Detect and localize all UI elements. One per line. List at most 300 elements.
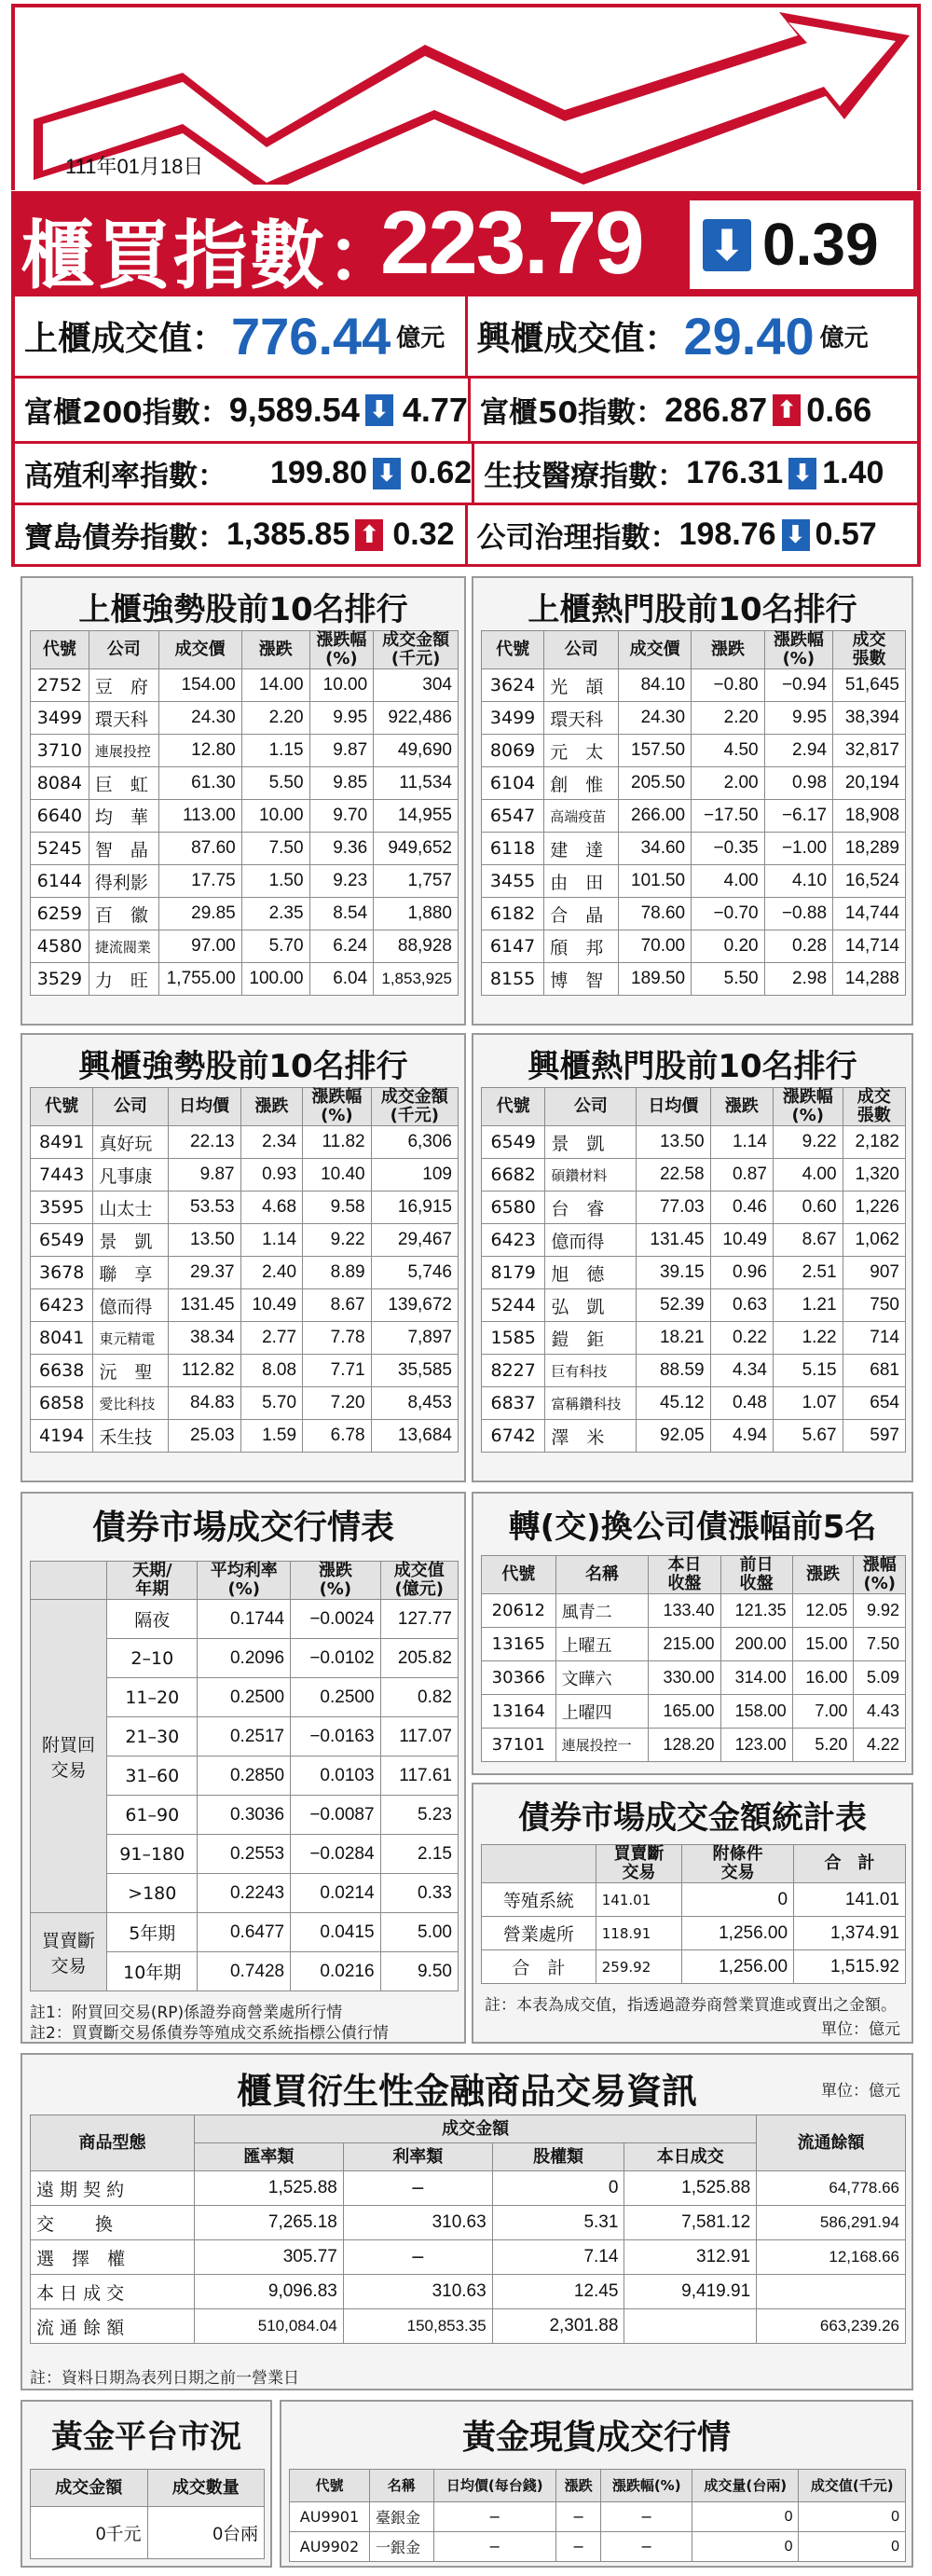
table-cell: 158.00 bbox=[720, 1695, 792, 1729]
table-cell: AU9901 bbox=[290, 2502, 370, 2532]
table-cell: 14.00 bbox=[241, 669, 309, 702]
table-cell: 8,453 bbox=[371, 1387, 458, 1420]
table-cell: 205.82 bbox=[380, 1639, 458, 1678]
column-header: 漲跌 bbox=[792, 1556, 854, 1594]
table-cell: 0.63 bbox=[710, 1289, 773, 1322]
table-cell: 隔夜 bbox=[107, 1600, 198, 1639]
table-row bbox=[31, 1322, 459, 1355]
table-cell: 0.2096 bbox=[198, 1639, 291, 1678]
table-row bbox=[31, 1192, 459, 1224]
table-cell: 6423 bbox=[31, 1289, 93, 1322]
arrow-up-icon: ⬆ bbox=[773, 394, 801, 426]
table-cell: 2.20 bbox=[241, 702, 309, 735]
table-cell: 0.28 bbox=[764, 930, 832, 963]
table-cell: 16.00 bbox=[792, 1661, 854, 1695]
table-cell: 5.50 bbox=[692, 963, 765, 996]
table-cell: 得利影 bbox=[89, 865, 158, 898]
index-cell bbox=[468, 379, 917, 441]
table-cell: 1.07 bbox=[773, 1387, 843, 1420]
index-change: 0.57 bbox=[815, 517, 877, 552]
table-cell: 7.14 bbox=[492, 2240, 624, 2275]
table-cell: 7.00 bbox=[792, 1695, 854, 1729]
table-cell: 312.91 bbox=[624, 2240, 757, 2275]
table-cell: 0.2500 bbox=[291, 1678, 380, 1717]
table-cell: 6858 bbox=[31, 1387, 93, 1420]
table-cell: 6640 bbox=[31, 800, 89, 833]
em-strong-panel bbox=[21, 1033, 466, 1482]
table-cell: 3710 bbox=[31, 735, 89, 767]
table-cell: 3678 bbox=[31, 1257, 93, 1289]
table-cell: 10.49 bbox=[240, 1289, 302, 1322]
table-cell: 18,289 bbox=[833, 833, 906, 865]
table-row bbox=[31, 1420, 459, 1453]
index-change: 1.40 bbox=[822, 455, 884, 490]
column-header: 成交值 (億元) bbox=[380, 1562, 458, 1600]
table-cell: 25.03 bbox=[168, 1420, 240, 1453]
table-row bbox=[482, 963, 906, 996]
table-cell: 2,301.88 bbox=[492, 2309, 624, 2344]
column-header: 平均利率 (%) bbox=[198, 1562, 291, 1600]
index-value: 199.80 bbox=[270, 455, 367, 490]
table-cell: 13.50 bbox=[168, 1224, 240, 1257]
table-row bbox=[290, 2532, 906, 2562]
table-cell: 0.93 bbox=[240, 1159, 302, 1192]
table-cell: 12.80 bbox=[158, 735, 241, 767]
table-row bbox=[31, 2206, 906, 2240]
bond-stats-unit: 單位：億元 bbox=[821, 2020, 900, 2039]
bond-market-panel bbox=[21, 1492, 466, 2044]
table-cell: 31–60 bbox=[107, 1756, 198, 1796]
column-header: 名稱 bbox=[555, 1556, 649, 1594]
table-row bbox=[31, 2171, 906, 2206]
otc-hot-panel bbox=[472, 576, 913, 1026]
table-cell: 上曜四 bbox=[555, 1695, 649, 1729]
column-header: 流通餘額 bbox=[757, 2115, 906, 2171]
table-row bbox=[482, 1695, 906, 1729]
table-cell: 1,320 bbox=[843, 1159, 905, 1192]
table-cell: 力 旺 bbox=[89, 963, 158, 996]
table-cell: 12.05 bbox=[792, 1594, 854, 1628]
index-change: 0.66 bbox=[806, 390, 872, 429]
table-cell: 0.0103 bbox=[291, 1756, 380, 1796]
table-cell: −0.0087 bbox=[291, 1796, 380, 1835]
table-cell: 選 擇 權 bbox=[31, 2240, 195, 2275]
table-cell: 13,684 bbox=[371, 1420, 458, 1453]
table-cell: 交 換 bbox=[31, 2206, 195, 2240]
table-cell: − bbox=[343, 2240, 492, 2275]
table-row bbox=[482, 1224, 906, 1257]
table-cell: 0.2500 bbox=[198, 1678, 291, 1717]
table-cell: 52.39 bbox=[637, 1289, 710, 1322]
table-cell: − bbox=[433, 2502, 555, 2532]
arrow-down-icon: ⬇ bbox=[788, 458, 816, 489]
table-cell: 4.68 bbox=[240, 1192, 302, 1224]
table-row bbox=[482, 1322, 906, 1355]
table-row bbox=[31, 1913, 459, 1952]
table-cell: 4580 bbox=[31, 930, 89, 963]
table-cell: 9.22 bbox=[773, 1126, 843, 1159]
table-cell: 2.15 bbox=[380, 1835, 458, 1874]
table-cell: 0 bbox=[492, 2171, 624, 2206]
table-cell: 1,226 bbox=[843, 1192, 905, 1224]
table-cell: 0.6477 bbox=[198, 1913, 291, 1952]
table-cell: 189.50 bbox=[619, 963, 692, 996]
table-cell: AU9902 bbox=[290, 2532, 370, 2562]
derivatives-table bbox=[30, 2115, 906, 2344]
table-cell: 30366 bbox=[482, 1661, 556, 1695]
table-row bbox=[482, 1257, 906, 1289]
table-cell: 1.14 bbox=[710, 1126, 773, 1159]
table-cell: 907 bbox=[843, 1257, 905, 1289]
column-header: 代號 bbox=[482, 1556, 556, 1594]
column-header: 漲跌 bbox=[240, 1088, 302, 1126]
table-cell: − bbox=[601, 2502, 692, 2532]
table-cell: 949,652 bbox=[374, 833, 459, 865]
column-header: 成交價 bbox=[158, 631, 241, 669]
table-cell: 5.31 bbox=[492, 2206, 624, 2240]
table-cell: 0.22 bbox=[710, 1322, 773, 1355]
report-date: 111年01月18日 bbox=[65, 155, 204, 178]
table-cell: 0 bbox=[692, 2502, 799, 2532]
table-row bbox=[31, 2309, 906, 2344]
column-header: 漲跌幅 (%) bbox=[764, 631, 832, 669]
table-cell: 9.23 bbox=[309, 865, 374, 898]
table-row bbox=[31, 1224, 459, 1257]
table-cell: −17.50 bbox=[692, 800, 765, 833]
bond-market-table bbox=[30, 1561, 459, 1991]
table-cell: 141.01 bbox=[794, 1883, 906, 1917]
table-cell: 314.00 bbox=[720, 1661, 792, 1695]
cb-top-panel bbox=[472, 1492, 913, 1775]
index-row-1 bbox=[11, 379, 921, 444]
index-row-2 bbox=[11, 444, 921, 505]
table-cell: 32,817 bbox=[833, 735, 906, 767]
table-cell: −0.0102 bbox=[291, 1639, 380, 1678]
table-cell: 61.30 bbox=[158, 767, 241, 800]
table-cell: 123.00 bbox=[720, 1729, 792, 1762]
table-cell: 12,168.66 bbox=[757, 2240, 906, 2275]
column-header: 漲跌 bbox=[692, 631, 765, 669]
table-cell: 6837 bbox=[482, 1387, 545, 1420]
column-header: 成交金額 (千元) bbox=[374, 631, 459, 669]
table-header-row bbox=[482, 1556, 906, 1594]
table-header-row bbox=[482, 631, 906, 669]
table-cell: 1,525.88 bbox=[624, 2171, 757, 2206]
index-label: 寶島債券指數： bbox=[24, 521, 226, 555]
table-cell: 121.35 bbox=[720, 1594, 792, 1628]
table-header-row bbox=[482, 1088, 906, 1126]
table-cell: 29.85 bbox=[158, 898, 241, 930]
table-cell: 0.1744 bbox=[198, 1600, 291, 1639]
table-cell: 0.87 bbox=[710, 1159, 773, 1192]
table-cell: 5.70 bbox=[241, 930, 309, 963]
table-cell: 9.85 bbox=[309, 767, 374, 800]
table-cell: 6182 bbox=[482, 898, 544, 930]
table-cell: 巨 虹 bbox=[89, 767, 158, 800]
table-cell: 11,534 bbox=[374, 767, 459, 800]
column-header: 附條件 交易 bbox=[682, 1845, 794, 1883]
table-cell: 0.98 bbox=[764, 767, 832, 800]
table-cell: 14,955 bbox=[374, 800, 459, 833]
table-cell: 0.96 bbox=[710, 1257, 773, 1289]
table-cell: 154.00 bbox=[158, 669, 241, 702]
table-cell: 6742 bbox=[482, 1420, 545, 1453]
table-cell: 88.59 bbox=[637, 1355, 710, 1387]
table-cell: 141.01 bbox=[596, 1883, 681, 1917]
arrow-down-icon: ⬇ bbox=[703, 219, 751, 271]
table-cell: 11–20 bbox=[107, 1678, 198, 1717]
table-cell: 13165 bbox=[482, 1628, 556, 1661]
table-cell: 4.00 bbox=[773, 1159, 843, 1192]
table-cell: 11.82 bbox=[303, 1126, 372, 1159]
table-cell: 5.70 bbox=[240, 1387, 302, 1420]
table-cell: 1.15 bbox=[241, 735, 309, 767]
column-header: 匯率類 bbox=[195, 2143, 344, 2171]
table-cell: 157.50 bbox=[619, 735, 692, 767]
table-cell: 4.22 bbox=[854, 1729, 906, 1762]
index-value: 286.87 bbox=[665, 390, 768, 429]
table-cell: 旭 德 bbox=[545, 1257, 637, 1289]
table-cell: 131.45 bbox=[637, 1224, 710, 1257]
table-cell: 愛比科技 bbox=[93, 1387, 168, 1420]
table-cell: 2.20 bbox=[692, 702, 765, 735]
index-value: 198.76 bbox=[678, 517, 776, 552]
table-cell: 1,755.00 bbox=[158, 963, 241, 996]
derivatives-unit: 單位：億元 bbox=[821, 2082, 900, 2101]
column-header: 公司 bbox=[93, 1088, 168, 1126]
table-cell: 7.71 bbox=[303, 1355, 372, 1387]
table-cell: 150,853.35 bbox=[343, 2309, 492, 2344]
table-cell: 7443 bbox=[31, 1159, 93, 1192]
table-cell: 259.92 bbox=[596, 1950, 681, 1984]
table-cell: 0.2517 bbox=[198, 1717, 291, 1756]
column-header: 本日成交 bbox=[624, 2143, 757, 2171]
table-cell: 654 bbox=[843, 1387, 905, 1420]
table-cell: 45.12 bbox=[637, 1387, 710, 1420]
table-cell: 64,778.66 bbox=[757, 2171, 906, 2206]
table-cell: 6423 bbox=[482, 1224, 545, 1257]
table-cell: −0.0024 bbox=[291, 1600, 380, 1639]
table-cell: 由 田 bbox=[544, 865, 619, 898]
table-cell: 凡事康 bbox=[93, 1159, 168, 1192]
table-cell: 6144 bbox=[31, 865, 89, 898]
table-header-row bbox=[31, 631, 459, 669]
table-cell: 681 bbox=[843, 1355, 905, 1387]
otc-turnover-label: 上櫃成交值： bbox=[24, 320, 226, 358]
cb-top-table bbox=[481, 1555, 906, 1762]
table-cell: − bbox=[601, 2532, 692, 2562]
table-cell: 118.91 bbox=[596, 1917, 681, 1950]
bond-note-2: 註2：買賣斷交易係債券等殖成交系統指標公債行情 bbox=[30, 2024, 389, 2043]
table-cell: 15.00 bbox=[792, 1628, 854, 1661]
table-header-row bbox=[31, 1088, 459, 1126]
table-cell: 97.00 bbox=[158, 930, 241, 963]
table-cell: 禾生技 bbox=[93, 1420, 168, 1453]
table-cell: 6549 bbox=[31, 1224, 93, 1257]
table-cell: >180 bbox=[107, 1874, 198, 1913]
table-cell: 49,690 bbox=[374, 735, 459, 767]
table-cell: 39.15 bbox=[637, 1257, 710, 1289]
table-cell: 博 智 bbox=[544, 963, 619, 996]
table-cell: 100.00 bbox=[241, 963, 309, 996]
table-cell: 8.67 bbox=[303, 1289, 372, 1322]
table-cell: 128.20 bbox=[649, 1729, 720, 1762]
column-header: 代號 bbox=[482, 1088, 545, 1126]
table-cell: −1.00 bbox=[764, 833, 832, 865]
table-cell: 9,419.91 bbox=[624, 2275, 757, 2309]
table-cell: 6.24 bbox=[309, 930, 374, 963]
table-cell: −0.80 bbox=[692, 669, 765, 702]
table-cell: 77.03 bbox=[637, 1192, 710, 1224]
table-cell: 1.14 bbox=[240, 1224, 302, 1257]
table-row bbox=[482, 1289, 906, 1322]
table-row bbox=[31, 2240, 906, 2275]
table-cell: 13.50 bbox=[637, 1126, 710, 1159]
table-cell: 0.82 bbox=[380, 1678, 458, 1717]
table-cell: 6638 bbox=[31, 1355, 93, 1387]
column-header: 代號 bbox=[31, 631, 89, 669]
table-cell: 0.7428 bbox=[198, 1952, 291, 1991]
table-cell: 10年期 bbox=[107, 1952, 198, 1991]
column-header: 日均價(每台錢) bbox=[433, 2470, 555, 2502]
table-cell: 5.20 bbox=[792, 1729, 854, 1762]
table-cell: 4.34 bbox=[710, 1355, 773, 1387]
table-cell: 16,915 bbox=[371, 1192, 458, 1224]
index-change-box bbox=[690, 200, 913, 289]
table-cell: 2.94 bbox=[764, 735, 832, 767]
table-cell: 117.61 bbox=[380, 1756, 458, 1796]
table-row bbox=[482, 865, 906, 898]
table-cell: 百 徽 bbox=[89, 898, 158, 930]
table-cell: 112.82 bbox=[168, 1355, 240, 1387]
column-header: 天期/ 年期 bbox=[107, 1562, 198, 1600]
table-cell: 4.50 bbox=[692, 735, 765, 767]
table-cell: 2.98 bbox=[764, 963, 832, 996]
table-cell: 266.00 bbox=[619, 800, 692, 833]
table-cell: −6.17 bbox=[764, 800, 832, 833]
arrow-up-icon: ⬆ bbox=[355, 519, 383, 551]
table-cell: 9.95 bbox=[764, 702, 832, 735]
emerging-turnover bbox=[465, 296, 918, 376]
table-cell: 遠 期 契 約 bbox=[31, 2171, 195, 2206]
table-cell: 本 日 成 交 bbox=[31, 2275, 195, 2309]
table-cell: 24.30 bbox=[158, 702, 241, 735]
table-cell: 5.00 bbox=[380, 1913, 458, 1952]
column-header: 漲跌 bbox=[710, 1088, 773, 1126]
table-cell: − bbox=[555, 2502, 600, 2532]
index-change: 4.77 bbox=[402, 390, 468, 429]
table-cell: 9.36 bbox=[309, 833, 374, 865]
column-header: 成交金額 (千元) bbox=[371, 1088, 458, 1126]
em-strong-title: 興櫃強勢股前10名排行 bbox=[78, 1048, 408, 1085]
table-cell: 1,256.00 bbox=[682, 1917, 794, 1950]
index-cell bbox=[15, 379, 468, 441]
table-cell: 14,714 bbox=[833, 930, 906, 963]
table-cell: −0.70 bbox=[692, 898, 765, 930]
column-header: 買賣斷 交易 bbox=[596, 1845, 681, 1883]
arrow-down-icon: ⬇ bbox=[373, 458, 401, 489]
table-cell: 0.0216 bbox=[291, 1952, 380, 1991]
gold-spot-panel bbox=[280, 2400, 913, 2568]
table-cell: 2.77 bbox=[240, 1322, 302, 1355]
table-row bbox=[31, 2275, 906, 2309]
table-cell: 215.00 bbox=[649, 1628, 720, 1661]
column-header: 成交量(台兩) bbox=[692, 2470, 799, 2502]
table-cell: 合 晶 bbox=[544, 898, 619, 930]
index-value: 223.79 bbox=[380, 193, 643, 293]
table-row bbox=[482, 1628, 906, 1661]
index-label: 高殖利率指數： bbox=[24, 460, 226, 493]
column-header: 漲跌幅 (%) bbox=[773, 1088, 843, 1126]
table-cell: 6,306 bbox=[371, 1126, 458, 1159]
table-cell: 台 睿 bbox=[545, 1192, 637, 1224]
index-cell bbox=[15, 444, 472, 503]
table-cell: 8155 bbox=[482, 963, 544, 996]
table-cell: 6118 bbox=[482, 833, 544, 865]
table-cell: 200.00 bbox=[720, 1628, 792, 1661]
table-cell: 豆 府 bbox=[89, 669, 158, 702]
table-row bbox=[31, 930, 459, 963]
table-cell: 34.60 bbox=[619, 833, 692, 865]
table-cell: 663,239.26 bbox=[757, 2309, 906, 2344]
table-cell: 1,757 bbox=[374, 865, 459, 898]
table-row bbox=[31, 833, 459, 865]
table-cell: 5.67 bbox=[773, 1420, 843, 1453]
table-cell: 1.21 bbox=[773, 1289, 843, 1322]
column-header: 成交價 bbox=[619, 631, 692, 669]
table-cell: −0.88 bbox=[764, 898, 832, 930]
table-cell: 10.00 bbox=[241, 800, 309, 833]
column-header: 漲跌幅(%) bbox=[601, 2470, 692, 2502]
index-row-3 bbox=[11, 505, 921, 567]
table-cell: 29,467 bbox=[371, 1224, 458, 1257]
table-cell: 2.00 bbox=[692, 767, 765, 800]
table-cell: 4.94 bbox=[710, 1420, 773, 1453]
table-row bbox=[482, 669, 906, 702]
table-cell: 6104 bbox=[482, 767, 544, 800]
table-cell: 山太士 bbox=[93, 1192, 168, 1224]
table-row bbox=[31, 1257, 459, 1289]
table-cell: 29.37 bbox=[168, 1257, 240, 1289]
table-cell: 8.54 bbox=[309, 898, 374, 930]
table-cell: 922,486 bbox=[374, 702, 459, 735]
otc-hot-table bbox=[481, 630, 906, 996]
table-cell: 合 計 bbox=[482, 1950, 596, 1984]
table-cell: 0.33 bbox=[380, 1874, 458, 1913]
table-cell: 智 晶 bbox=[89, 833, 158, 865]
table-cell: 1,880 bbox=[374, 898, 459, 930]
table-cell: 2.51 bbox=[773, 1257, 843, 1289]
table-cell: 一銀金 bbox=[369, 2532, 433, 2562]
table-cell: 70.00 bbox=[619, 930, 692, 963]
index-change: 0.62 bbox=[410, 455, 473, 490]
table-cell: 臺銀金 bbox=[369, 2502, 433, 2532]
table-cell: 0 bbox=[799, 2502, 906, 2532]
column-header: 漲跌幅 (%) bbox=[303, 1088, 372, 1126]
table-cell: 9.58 bbox=[303, 1192, 372, 1224]
table-cell: 1,256.00 bbox=[682, 1950, 794, 1984]
table-cell: 18,908 bbox=[833, 800, 906, 833]
otc-turnover-unit: 億元 bbox=[396, 324, 445, 352]
table-cell: 鎧 鉅 bbox=[545, 1322, 637, 1355]
table-cell: 0 bbox=[692, 2532, 799, 2562]
table-cell: 750 bbox=[843, 1289, 905, 1322]
table-cell: 714 bbox=[843, 1322, 905, 1355]
em-hot-title: 興櫃熱門股前10名排行 bbox=[528, 1048, 857, 1085]
column-header: 本日 收盤 bbox=[649, 1556, 720, 1594]
table-cell: 133.40 bbox=[649, 1594, 720, 1628]
table-row bbox=[31, 2507, 265, 2559]
